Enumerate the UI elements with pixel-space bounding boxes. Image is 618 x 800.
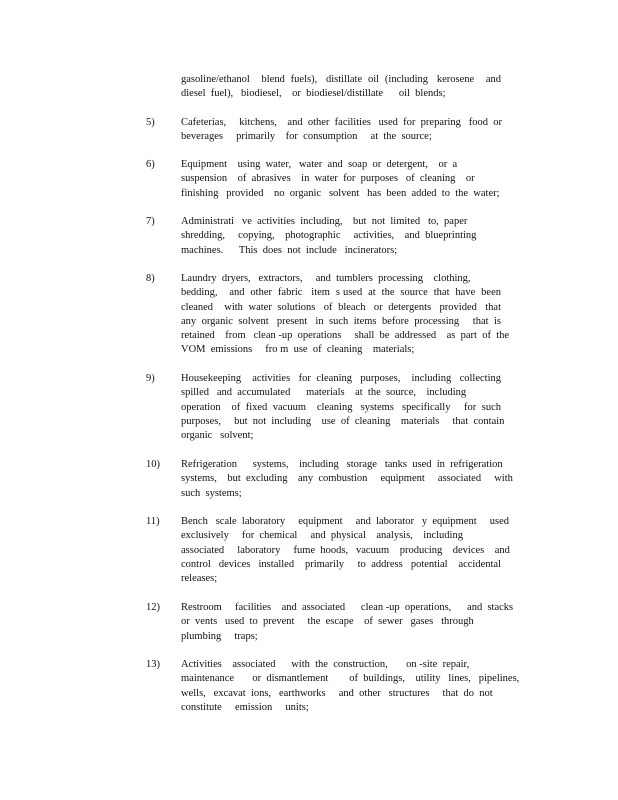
list-item-number: 12) xyxy=(146,602,160,613)
continued-paragraph-line: gasoline/ethanol blend fuels), distillate oil (including kerosene and xyxy=(181,74,501,85)
list-item-text xyxy=(181,272,510,358)
list-item-text xyxy=(181,458,513,501)
list-item-number: 7) xyxy=(146,216,155,227)
list-item-number: 6) xyxy=(146,159,155,170)
continued-paragraph xyxy=(181,73,501,102)
list-item-line: wells, excavat ions, earthworks and other structures that do not xyxy=(181,687,493,699)
list-item-text xyxy=(181,515,510,586)
list-item-line: operation of fixed vacuum cleaning systems specifically for such xyxy=(181,401,501,413)
list-item-text xyxy=(181,116,501,145)
list-item-number: 11) xyxy=(146,516,160,527)
list-item-line: spilled and accumulated materials at the source, including xyxy=(181,387,467,399)
list-item-line: Refrigeration systems, including storage tanks used in refrigeration xyxy=(181,459,503,470)
list-item-text xyxy=(181,372,505,443)
list-item-line: machines. This does not include incinerators; xyxy=(181,244,398,256)
list-item-line: systems, but excluding any combustion equipment associated with xyxy=(181,473,513,485)
list-item-number: 8) xyxy=(146,273,155,284)
list-item-line: Activities associated with the construction, on -site repair, xyxy=(181,659,470,670)
list-item-line: cleaned with water solutions of bleach or detergents provided that xyxy=(181,301,501,313)
list-item-line: organic solvent; xyxy=(181,430,254,442)
list-item-line: Restroom facilities and associated clean -up operations, and stacks xyxy=(181,602,514,613)
list-item-number: 5) xyxy=(146,117,155,128)
list-item-line: releases; xyxy=(181,573,218,585)
list-item-line: bedding, and other fabric item s used at the source that have been xyxy=(181,287,501,299)
list-item-text xyxy=(181,658,520,715)
list-item-line: finishing provided no organic solvent has been added to the water; xyxy=(181,187,500,199)
list-item-number: 13) xyxy=(146,659,160,670)
list-item-text xyxy=(181,158,501,201)
list-item-line: Laundry dryers, extractors, and tumblers processing clothing, xyxy=(181,273,471,284)
list-item-text xyxy=(181,601,514,644)
list-item-line: plumbing traps; xyxy=(181,630,258,642)
list-item-line: such systems; xyxy=(181,487,242,499)
list-item-line: Cafeterias, kitchens, and other facilities used for preparing food or xyxy=(181,117,503,128)
list-item-line: control devices installed primarily to address potential accidental xyxy=(181,558,501,570)
list-item-line: exclusively for chemical and physical analysis, including xyxy=(181,530,463,542)
list-item-line: shredding, copying, photographic activities, and blueprinting xyxy=(181,230,477,242)
continued-paragraph-line: diesel fuel), biodiesel, or biodiesel/distillate oil blends; xyxy=(181,88,446,100)
list-item-line: associated laboratory fume hoods, vacuum producing devices and xyxy=(181,544,510,556)
list-item-line: maintenance or dismantlement of buildings, utility lines, pipelines, xyxy=(181,673,520,685)
list-item-line: constitute emission units; xyxy=(181,701,309,713)
list-item-line: purposes, but not including use of cleaning materials that contain xyxy=(181,415,505,427)
list-item-line: suspension of abrasives in water for purposes of cleaning or xyxy=(181,173,475,185)
list-item-line: VOM emissions fro m use of cleaning materials; xyxy=(181,344,415,356)
list-item-number: 10) xyxy=(146,459,160,470)
list-item-line: Bench scale laboratory equipment and laborator y equipment used xyxy=(181,516,510,527)
list-item-text xyxy=(181,215,501,258)
list-item-line: retained from clean -up operations shall be addressed as part of the xyxy=(181,330,510,342)
list-item-line: beverages primarily for consumption at the source; xyxy=(181,131,432,143)
list-item-line: any organic solvent present in such items before processing that is xyxy=(181,315,501,327)
list-item-line: Administrati ve activities including, but not limited to, paper xyxy=(181,216,468,227)
list-item-line: or vents used to prevent the escape of sewer gases through xyxy=(181,616,474,628)
list-item-line: Housekeeping activities for cleaning purposes, including collecting xyxy=(181,373,501,384)
list-item-line: Equipment using water, water and soap or detergent, or a xyxy=(181,159,458,170)
list-item-number: 9) xyxy=(146,373,155,384)
